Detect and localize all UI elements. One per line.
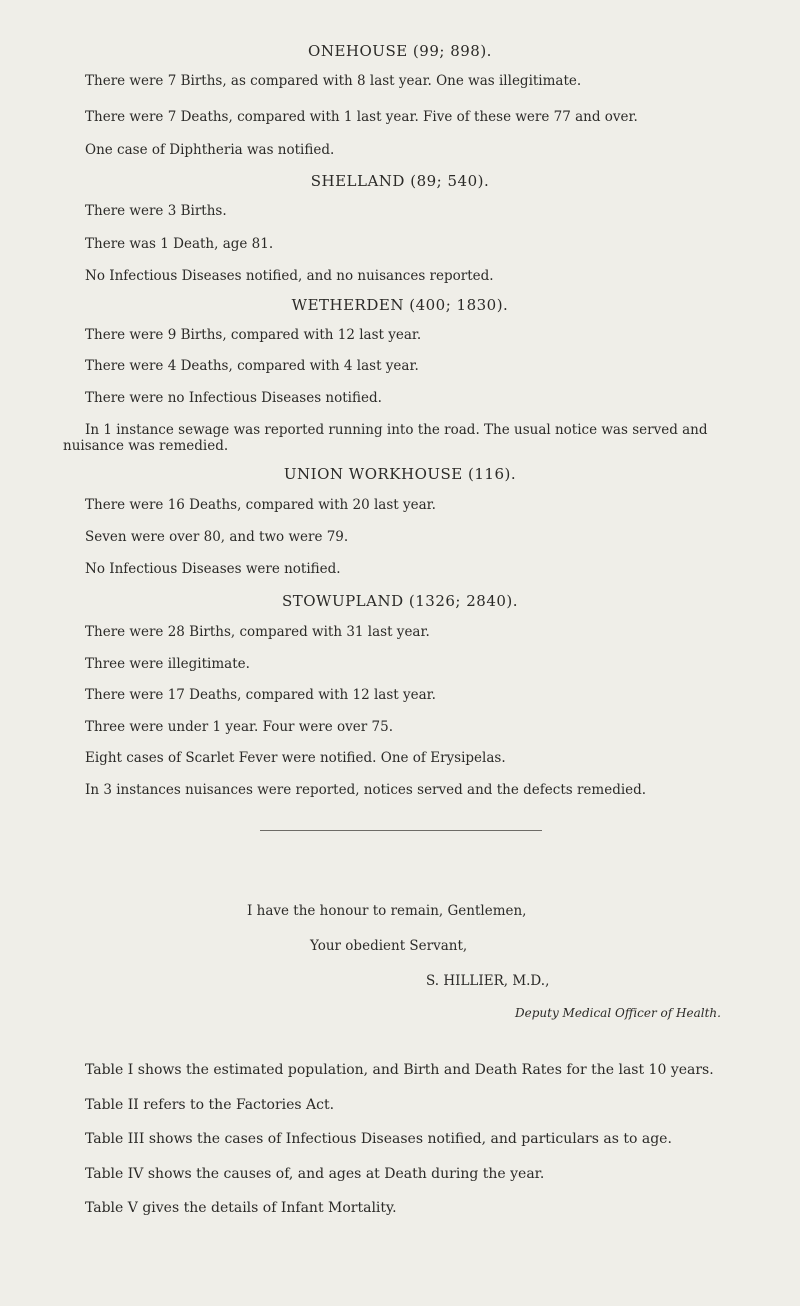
section-heading-onehouse: ONEHOUSE (99; 898).: [308, 42, 492, 60]
section-line-continuation: nuisance was remedied.: [63, 438, 229, 454]
section-line: There were 3 Births.: [85, 203, 227, 219]
divider-rule: [260, 830, 542, 831]
section-line: There were 4 Deaths, compared with 4 last year.: [85, 358, 419, 374]
section-heading-wetherden: WETHERDEN (400; 1830).: [291, 296, 509, 314]
section-line: There was 1 Death, age 81.: [85, 236, 274, 252]
section-line: There were 7 Births, as compared with 8 last year. One was illegitimate.: [85, 73, 582, 89]
table-description: Table III shows the cases of Infectious Diseases notified, and particulars as to age.: [85, 1131, 672, 1147]
section-line: Seven were over 80, and two were 79.: [85, 529, 349, 545]
section-line: Eight cases of Scarlet Fever were notified. One of Erysipelas.: [85, 750, 506, 766]
section-line: No Infectious Diseases notified, and no nuisances reported.: [85, 268, 494, 284]
section-line: Three were illegitimate.: [85, 656, 250, 672]
section-line: Three were under 1 year. Four were over 75.: [85, 719, 393, 735]
section-line: There were 16 Deaths, compared with 20 last year.: [85, 497, 436, 513]
section-line: There were 9 Births, compared with 12 last year.: [85, 327, 422, 343]
signature-title: Deputy Medical Officer of Health.: [515, 1006, 721, 1020]
section-line: In 3 instances nuisances were reported, notices served and the defects remedied.: [85, 782, 647, 798]
section-line: There were no Infectious Diseases notified.: [85, 390, 382, 406]
table-description: Table IV shows the causes of, and ages at Death during the year.: [85, 1166, 545, 1182]
section-line: There were 7 Deaths, compared with 1 last year. Five of these were 77 and over.: [85, 109, 638, 125]
signature-name: S. HILLIER, M.D.,: [426, 973, 550, 989]
closing-line: Your obedient Servant,: [310, 938, 468, 954]
section-line: There were 17 Deaths, compared with 12 last year.: [85, 687, 436, 703]
table-description: Table V gives the details of Infant Mortality.: [85, 1200, 397, 1216]
table-description: Table II refers to the Factories Act.: [85, 1097, 335, 1113]
section-line: No Infectious Diseases were notified.: [85, 561, 341, 577]
section-heading-shelland: SHELLAND (89; 540).: [310, 172, 490, 190]
section-line: In 1 instance sewage was reported running into the road. The usual notice was served and: [85, 422, 708, 438]
closing-line: I have the honour to remain, Gentlemen,: [247, 903, 527, 919]
section-heading-stowupland: STOWUPLAND (1326; 2840).: [281, 592, 519, 610]
table-description: Table I shows the estimated population, and Birth and Death Rates for the last 10 years.: [85, 1062, 714, 1078]
section-heading-union-workhouse: UNION WORKHOUSE (116).: [283, 465, 517, 483]
section-line: One case of Diphtheria was notified.: [85, 142, 335, 158]
section-line: There were 28 Births, compared with 31 last year.: [85, 624, 430, 640]
